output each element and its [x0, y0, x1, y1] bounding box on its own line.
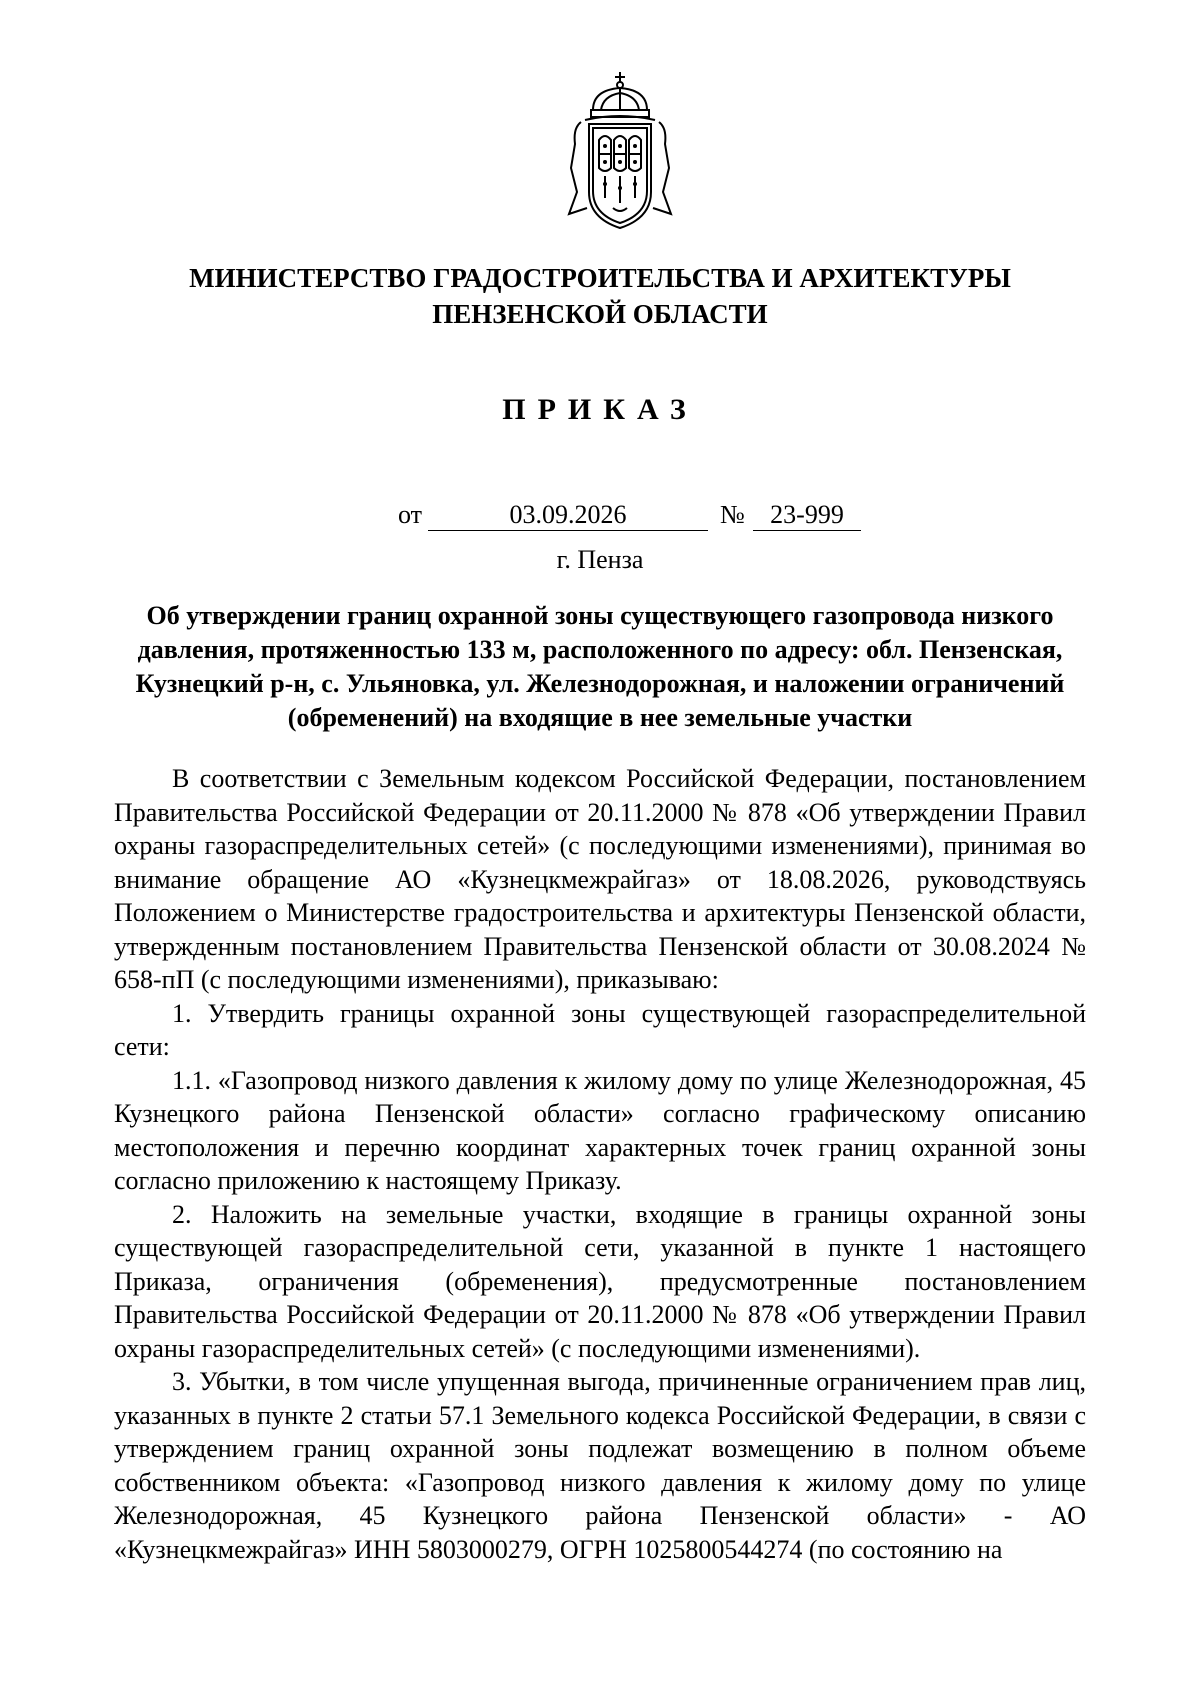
item-3-paragraph: 3. Убытки, в том числе упущенная выгода, причиненные ограничением прав лиц, указанных в пункте 2 статьи 57.1 Земельного кодекса Российской Федерации, в связи с утверждением границ охранной зоны подлежат возмещению в полном объеме собственником объекта: «Газопровод низкого давления к жилому дому по улице Железнодорожная, 45 Кузнецкого района Пензенской области» - АО «Кузнецкмежрайгаз» ИНН 5803000279, ОГРН 1025800544274 (по состоянию на: [114, 1367, 1086, 1564]
ministry-name-line1: МИНИСТЕРСТВО ГРАДОСТРОИТЕЛЬСТВА И АРХИТЕКТУРЫ: [189, 263, 1011, 293]
date-label: от: [398, 500, 423, 529]
document-title: ПРИКАЗ: [502, 393, 698, 426]
item-1-1-paragraph: 1.1. «Газопровод низкого давления к жилому дому по улице Железнодорожная, 45 Кузнецкого района Пензенской области» согласно графическому описанию местоположения и перечню координат характерных точек границ охранной зоны согласно приложению к настоящему Приказу.: [114, 1065, 1086, 1195]
coat-of-arms-icon: [555, 68, 685, 238]
preamble-paragraph: В соответствии с Земельным кодексом Российской Федерации, постановлением Правительства Российской Федерации от 20.11.2000 № 878 «Об утверждении Правил охраны газораспределительных сетей» (с последующими изменениями), принимая во внимание обращение АО «Кузнецкмежрайгаз» от 18.08.2026, руководствуясь Положением о Министерстве градостроительства и архитектуры Пензенской области, утвержденным постановлением Правительства Пензенской области от 30.08.2024 № 658-пП (с последующими изменениями), приказываю:: [114, 764, 1086, 994]
city: г. Пенза: [556, 545, 644, 574]
order-subject: Об утверждении границ охранной зоны существующего газопровода низкого давления, протяженностью 133 м, расположенного по адресу: обл. Пензенская, Кузнецкий р-н, с. Ульяновка, ул. Железнодорожная, и наложении ограничений (обременений) на входящие в нее земельные участки: [135, 601, 1065, 732]
ministry-name-line2: ПЕНЗЕНСКОЙ ОБЛАСТИ: [432, 299, 768, 329]
number-label: №: [720, 500, 745, 529]
item-1-paragraph: 1. Утвердить границы охранной зоны существующей газораспределительной сети:: [114, 998, 1086, 1061]
order-number: 23-999: [753, 500, 861, 531]
item-2-paragraph: 2. Наложить на земельные участки, входящие в границы охранной зоны существующей газораспределительной сети, указанной в пункте 1 настоящего Приказа, ограничения (обременения), предусмотренные постановлением Правительства Российской Федерации от 20.11.2000 № 878 «Об утверждении Правил охраны газораспределительных сетей» (с последующими изменениями).: [114, 1199, 1086, 1363]
order-body: [114, 762, 1086, 1566]
order-date: 03.09.2026: [428, 500, 708, 531]
order-number-row: [398, 500, 868, 534]
